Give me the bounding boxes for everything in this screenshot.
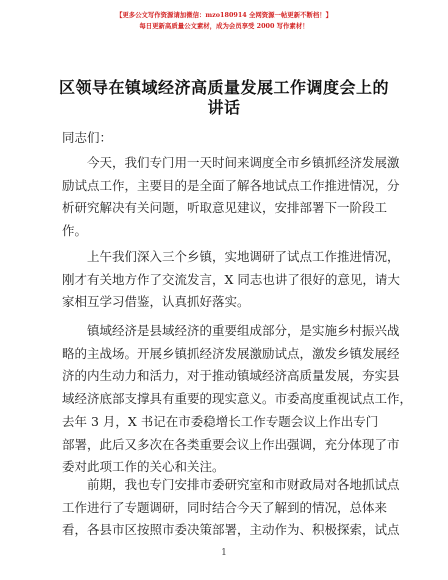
paragraph-line: 部署，此后又多次在各类重要会议上作出强调，充分体现了市 [62, 436, 400, 452]
paragraph-line: 家相互学习借鉴，认真抓好落实。 [62, 294, 250, 310]
promo-banner-line-1: 【更多公文写作资源请加微信：mzo180914 全网资源一帖更新不断档！】 [115, 11, 333, 19]
page-number: 1 [221, 548, 227, 558]
paragraph-line: 作。 [62, 223, 88, 239]
paragraph-3 [62, 320, 413, 479]
greeting: 同志们： [62, 130, 113, 145]
paragraph-4 [62, 474, 400, 542]
title-line-2: 讲话 [207, 98, 241, 117]
paragraph-line: 上午我们深入三个乡镇，实地调研了试点工作推进情况， [87, 249, 400, 264]
paragraph-line: 析研究解决有关问题，听取意见建议，安排部署下一阶段工 [62, 200, 388, 216]
document-title [54, 78, 394, 118]
paragraph-line: 济的内生动力和活力，对于推动镇域经济高质量发展，夯实县 [62, 368, 400, 384]
paragraph-line: 去年 3 月，X 书记在市委稳增长工作专题会议上作出专门 [62, 413, 379, 429]
paragraph-line: 励试点工作，主要目的是全面了解各地试点工作推进情况，分 [62, 177, 400, 193]
paragraph-line: 域经济底部支撑具有重要的现实意义。市委高度重视试点工作， [62, 391, 413, 407]
paragraph-line: 委对此项工作的关心和关注。 [62, 459, 225, 475]
paragraph-2 [62, 246, 400, 314]
paragraph-1 [62, 152, 400, 243]
title-line-1: 区领导在镇域经济高质量发展工作调度会上的 [58, 78, 389, 97]
paragraph-line: 工作进行了专题调研，同时结合今天了解到的情况，总体来 [62, 499, 388, 515]
paragraph-line: 刚才有关地方作了交流发言，X 同志也讲了很好的意见，请大 [62, 271, 400, 287]
paragraph-line: 镇域经济是县域经济的重要组成部分，是实施乡村振兴战 [87, 323, 400, 338]
paragraph-line: 今天，我们专门用一天时间来调度全市乡镇抓经济发展激 [87, 155, 400, 170]
paragraph-line: 略的主战场。开展乡镇抓经济发展激励试点，激发乡镇发展经 [62, 345, 400, 361]
promo-banner-line-2: 每日更新高质量公文素材，成为会员享受 2000 写作素材！ [139, 22, 309, 30]
paragraph-line: 前期，我也专门安排市委研究室和市财政局对各地抓试点 [87, 477, 400, 492]
paragraph-line: 看，各县市区按照市委决策部署，主动作为、积极探索，试点 [62, 522, 400, 538]
